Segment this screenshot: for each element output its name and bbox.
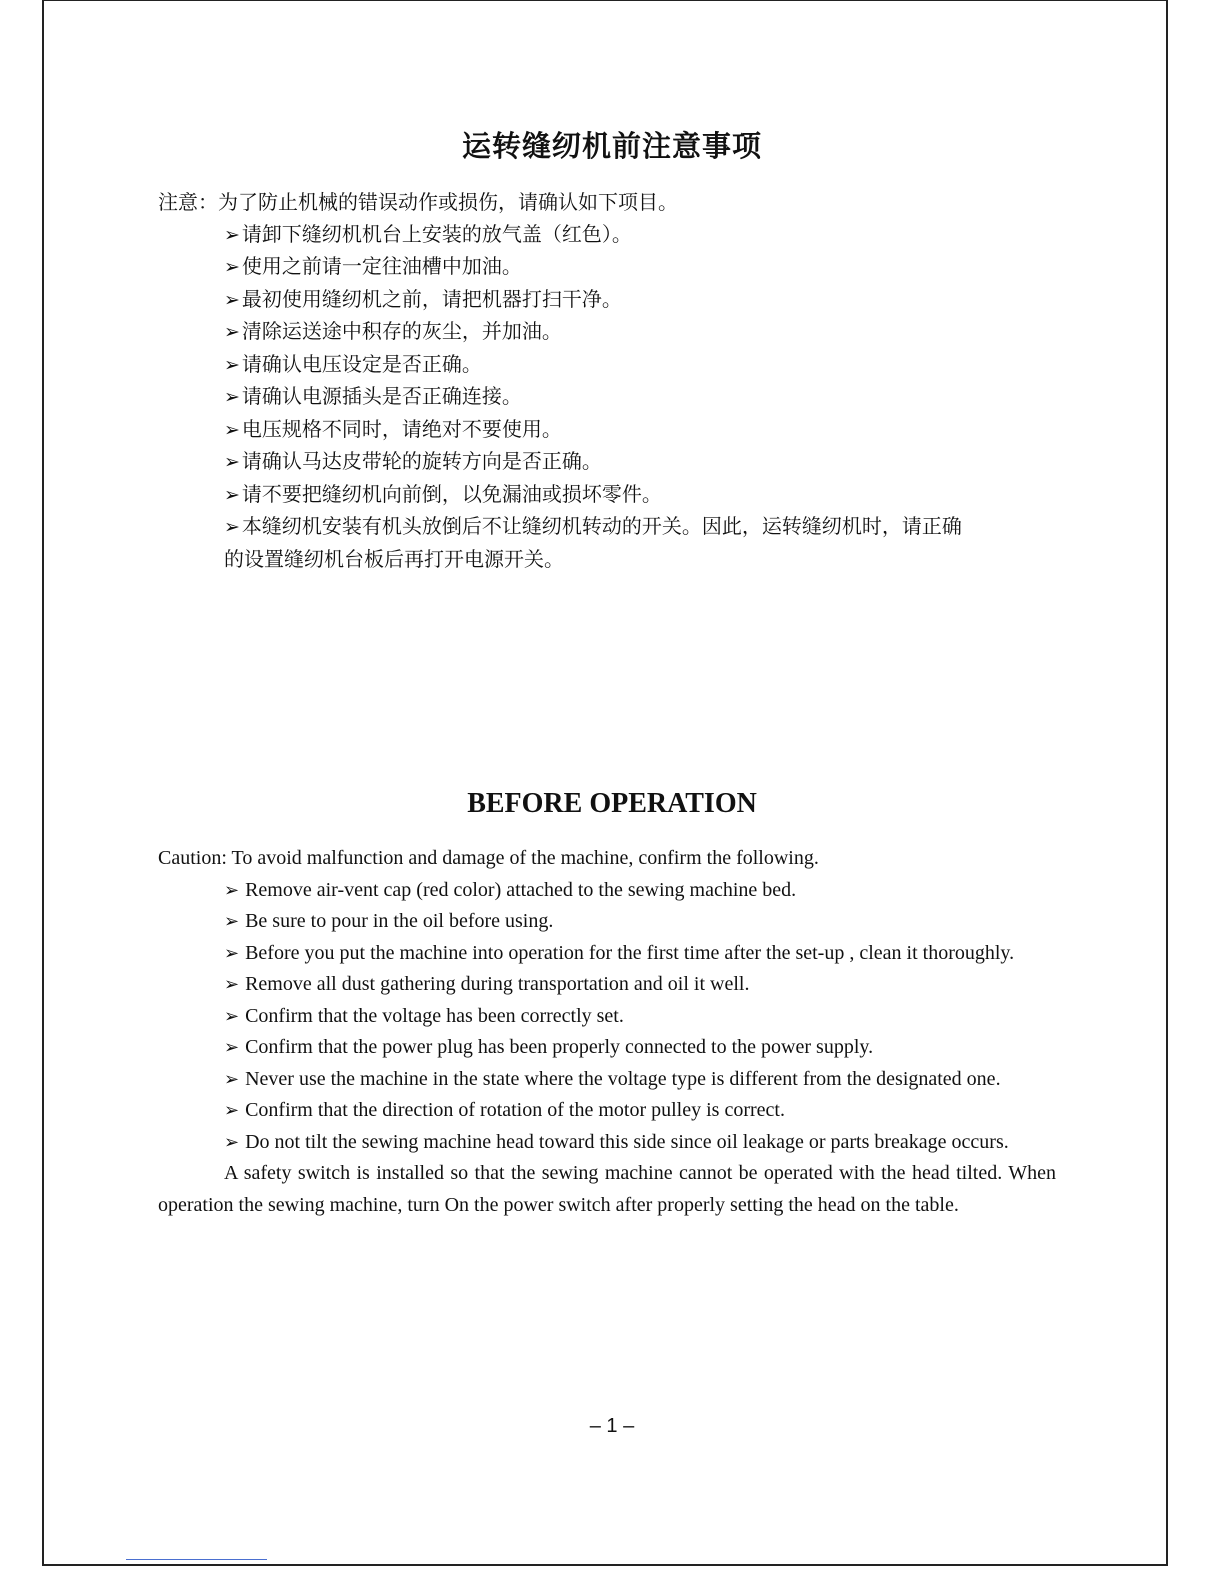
list-item: ➢ 最初使用缝纫机之前，请把机器打扫干净。 xyxy=(224,286,622,311)
arrow-bullet-icon: ➢ xyxy=(224,321,240,343)
chinese-caution-text: 注意：为了防止机械的错误动作或损伤，请确认如下项目。 xyxy=(158,190,678,214)
list-item: ➢ Never use the machine in the state where the voltage type is different from the designated one. xyxy=(224,1067,1001,1090)
english-title: BEFORE OPERATION xyxy=(467,788,757,819)
arrow-bullet-icon: ➢ xyxy=(224,483,240,506)
english-caution-section xyxy=(158,843,1056,1221)
arrow-bullet-icon: ➢ xyxy=(224,911,240,932)
arrow-bullet-icon: ➢ xyxy=(224,256,240,278)
arrow-bullet-icon: ➢ xyxy=(224,516,240,538)
list-item: ➢ 请卸下缝纫机机台上安装的放气盖（红色）。 xyxy=(224,221,632,246)
arrow-bullet-icon: ➢ xyxy=(224,1037,240,1058)
arrow-bullet-icon: ➢ xyxy=(224,451,240,473)
list-item: ➢ Do not tilt the sewing machine head toward this side since oil leakage or parts breakage occurs. xyxy=(224,1130,1009,1153)
arrow-bullet-icon: ➢ xyxy=(224,223,240,246)
arrow-bullet-icon: ➢ xyxy=(224,1100,240,1121)
list-item: ➢ 请确认电压设定是否正确。 xyxy=(224,351,482,376)
list-item: ➢ 清除运送途中积存的灰尘，并加油。 xyxy=(224,319,562,343)
chinese-caution-section xyxy=(158,187,1058,575)
safety-switch-paragraph: A safety switch is installed so that the sewing machine cannot be operated with the head tilted. When operation the sewing machine, turn On the power switch after properly setting the head on the table. xyxy=(158,1162,1056,1216)
page-number: – 1 – xyxy=(589,1415,635,1437)
arrow-bullet-icon: ➢ xyxy=(224,879,240,901)
chinese-title: 运转缝纫机前注意事项 xyxy=(461,129,762,163)
list-item: ➢ Confirm that the direction of rotation of the motor pulley is correct. xyxy=(224,1099,785,1121)
list-item: ➢ 本缝纫机安装有机头放倒后不让缝纫机转动的开关。因此，运转缝纫机时，请正确 xyxy=(224,514,962,538)
arrow-bullet-icon: ➢ xyxy=(224,418,240,441)
list-item: ➢ 电压规格不同时，请绝对不要使用。 xyxy=(224,416,562,441)
list-item: ➢ 请确认电源插头是否正确连接。 xyxy=(224,384,522,408)
arrow-bullet-icon: ➢ xyxy=(224,353,240,376)
arrow-bullet-icon: ➢ xyxy=(224,288,240,311)
arrow-bullet-icon: ➢ xyxy=(224,974,240,995)
arrow-bullet-icon: ➢ xyxy=(224,1068,240,1090)
list-item: ➢ Before you put the machine into operation for the first time after the set-up , clean it thoroughly. xyxy=(224,941,1015,964)
list-item: ➢ Confirm that the voltage has been correctly set. xyxy=(224,1004,624,1027)
list-item: ➢ 请不要把缝纫机向前倒，以免漏油或损坏零件。 xyxy=(224,481,662,506)
list-item: ➢ 使用之前请一定往油槽中加油。 xyxy=(224,254,522,278)
arrow-bullet-icon: ➢ xyxy=(224,1005,240,1027)
footer-rule xyxy=(126,1559,267,1560)
arrow-bullet-icon: ➢ xyxy=(224,386,240,408)
list-item: ➢ Confirm that the power plug has been properly connected to the power supply. xyxy=(224,1036,874,1058)
arrow-bullet-icon: ➢ xyxy=(224,942,240,964)
list-item-continuation: 的设置缝纫机台板后再打开电源开关。 xyxy=(224,546,564,571)
english-caution-text: Caution: To avoid malfunction and damage of the machine, confirm the following. xyxy=(158,847,819,869)
list-item: ➢ Remove all dust gathering during transportation and oil it well. xyxy=(224,973,750,995)
list-item: ➢ Be sure to pour in the oil before using. xyxy=(224,910,554,932)
list-item: ➢ Remove air-vent cap (red color) attached to the sewing machine bed. xyxy=(224,878,797,901)
list-item: ➢ 请确认马达皮带轮的旋转方向是否正确。 xyxy=(224,449,602,473)
arrow-bullet-icon: ➢ xyxy=(224,1131,240,1153)
